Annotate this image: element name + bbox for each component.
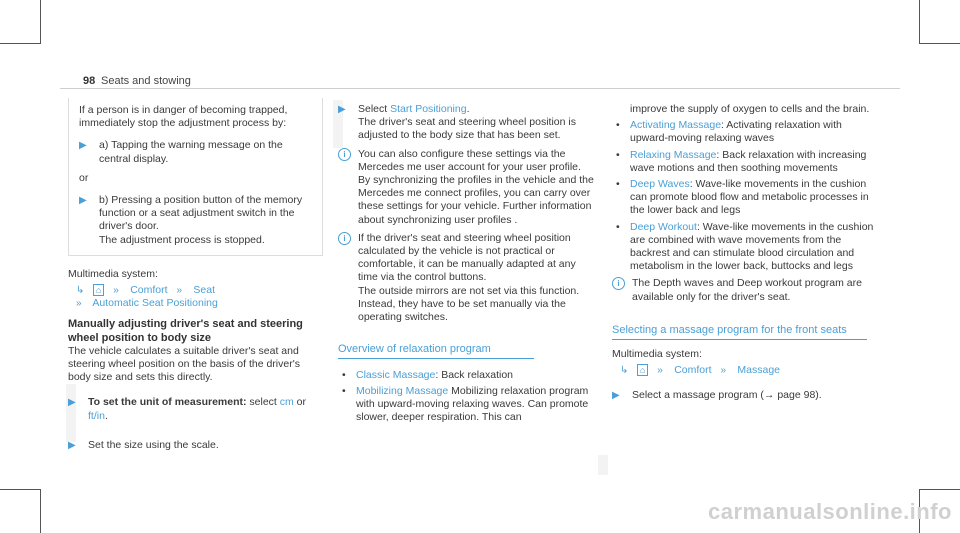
section-title: Seats and stowing (101, 75, 191, 87)
info-sync-text: You can also configure these settings via the Mercedes me user account for your user profile. By synchronizing the profiles in the vehicle and the Mercedes me connect profiles, you can carry over these settings for your vehicle. Further information about synchronizing user profiles . (358, 147, 594, 226)
multimedia-label-2: Multimedia system: (612, 348, 702, 361)
triangle-icon: ▶ (68, 397, 76, 409)
column-2 (338, 103, 596, 424)
double-chevron-icon: » (657, 365, 663, 377)
step-b-text: b) Pressing a position button of the memory function or a seat adjustment switch in the driver's door. (99, 194, 303, 233)
mobilizing-massage: Mobilizing Massage (356, 384, 449, 397)
path-auto-seat: Automatic Seat Positioning (92, 297, 218, 310)
multimedia-label: Multimedia system: (68, 267, 158, 280)
unit-bold: To set the unit of measurement: (88, 396, 247, 409)
crop-mark (40, 489, 41, 533)
unit-text: select (246, 396, 280, 409)
crop-mark (919, 0, 920, 44)
triangle-icon: ▶ (612, 390, 620, 402)
overview-heading: Overview of relaxation program (338, 343, 534, 359)
triangle-icon: ▶ (338, 104, 346, 115)
header-rule (60, 88, 900, 89)
unit-step (68, 396, 323, 422)
select-massage-step (612, 389, 874, 402)
path-massage: Massage (737, 364, 780, 377)
deep-workout-text: : Wave-like movements in the cushion are combined with wave movements from the backrest and can stimulate blood circulation and metabolism in the lower back, buttocks and legs (630, 220, 874, 273)
home-icon: ⌂ (637, 364, 648, 376)
bullet-deep-waves: • Deep Waves: Wave-like movements in the cushion can promote blood flow and metabolic processes in the lower back and legs (616, 178, 869, 217)
menu-path (68, 284, 323, 310)
classic-text: : Back relaxation (435, 369, 513, 382)
unit-or: or (293, 396, 307, 409)
watermark: carmanualsonline.info (708, 499, 952, 524)
double-chevron-icon: » (720, 365, 727, 377)
info-manual (338, 232, 596, 324)
set-size-text: Set the size using the scale. (88, 438, 219, 451)
bullet-relaxing: • Relaxing Massage: Back relaxation with increasing wave motions and then soothing movements (616, 148, 867, 174)
return-arrow-icon: ↳ (620, 365, 629, 377)
double-chevron-icon: » (113, 285, 119, 297)
overview-heading-wrap (338, 343, 596, 359)
step-b-note: The adjustment process is stopped. (99, 233, 265, 246)
relaxing-text: : Back relaxation with increasing wave motions and then soothing movements (630, 148, 867, 174)
bullet-activating: • Activating Massage: Activating relaxation with upward-moving relaxing waves (616, 119, 842, 145)
select-note: The driver's seat and steering wheel position is adjusted to the body size that has been set. (358, 116, 576, 142)
info-depth-text: The Depth waves and Deep workout program are available only for the driver's seat. (632, 277, 862, 303)
select-massage-text: Select a massage program ( (632, 389, 764, 402)
info-manual-text: If the driver's seat and steering wheel position calculated by the vehicle is not practical or comfortable, it can be manually adapted at any time via the control buttons. (358, 231, 576, 284)
continued-text: improve the supply of oxygen to cells and the brain. (630, 103, 870, 115)
box-intro: If a person is in danger of becoming trapped, immediately stop the adjustment process by: (79, 104, 288, 130)
menu-path-2 (612, 364, 874, 377)
select-end: . (466, 103, 470, 115)
triangle-icon: ▶ (68, 439, 76, 451)
info-icon: i (338, 148, 351, 161)
path-comfort: Comfort (130, 284, 168, 297)
select-heading-wrap (612, 324, 874, 340)
info-icon: i (338, 232, 351, 245)
step-a (79, 139, 314, 165)
bullet-deep-workout: • Deep Workout: Wave-like movements in the cushion are combined with wave movements from the backrest and can stimulate blood circulation and metabolism in the lower back, buttocks and legs (616, 220, 874, 273)
bullet-mobilizing: • Mobilizing Massage Mobilizing relaxation program with upward-moving relaxing waves. Can promote slower, deeper respiration. This can (342, 384, 589, 424)
triangle-icon: ▶ (79, 140, 87, 152)
crop-mark (0, 43, 40, 44)
deep-waves: Deep Waves (630, 178, 690, 191)
mobilizing-text: Mobilizing relaxation program with upward-moving relaxing waves. Can promote slower, deeper respiration. This can (356, 384, 589, 424)
double-chevron-icon: » (76, 298, 82, 310)
activating-massage: Activating Massage (630, 119, 722, 132)
info-depth (612, 277, 874, 303)
path-comfort-2: Comfort (674, 364, 712, 377)
page-ref-link[interactable]: → page 98 (763, 389, 816, 402)
unit-cm: cm (279, 396, 294, 409)
select-start-step (338, 103, 596, 143)
crop-mark (0, 489, 40, 490)
step-stripe (598, 455, 608, 475)
classic-massage: Classic Massage (356, 369, 436, 382)
relaxing-massage: Relaxing Massage (630, 148, 717, 161)
info-mirror-text: The outside mirrors are not set via this function. Instead, they have to be set manually via the operating switches. (358, 284, 580, 324)
start-positioning: Start Positioning (390, 103, 467, 115)
or-text: or (79, 171, 89, 184)
return-arrow-icon: ↳ (76, 285, 85, 297)
crop-mark (40, 0, 41, 44)
column-3 (612, 103, 874, 403)
double-chevron-icon: » (176, 285, 183, 297)
step-a-text: a) Tapping the warning message on the central display. (99, 139, 283, 165)
description: The vehicle calculates a suitable driver's seat and steering wheel position on the basis of the driver's body size and sets this directly. (68, 344, 300, 384)
path-seat: Seat (193, 284, 215, 297)
info-sync (338, 148, 596, 227)
select-heading: Selecting a massage program for the front seats (612, 324, 867, 340)
warning-box (68, 98, 323, 256)
crop-mark (920, 43, 960, 44)
deep-workout: Deep Workout (630, 220, 697, 233)
triangle-icon: ▶ (79, 195, 87, 207)
page-number: 98 (83, 75, 96, 87)
home-icon: ⌂ (93, 284, 104, 296)
unit-ftin: ft/in (88, 409, 105, 422)
activating-text: : Activating relaxation with upward-moving relaxing waves (630, 119, 842, 145)
info-icon: i (612, 277, 625, 290)
section-heading: Manually adjusting driver's seat and steering wheel position to body size (68, 318, 303, 344)
crop-mark (920, 489, 960, 490)
deep-waves-text: : Wave-like movements in the cushion can promote blood flow and metabolic processes in the lower back and legs (630, 178, 869, 217)
step-b (79, 194, 314, 247)
bullet-classic: • Classic Massage: Back relaxation (342, 369, 513, 382)
select-text: Select (358, 103, 391, 115)
column-1 (68, 98, 323, 452)
set-size-step (68, 439, 323, 452)
unit-end: . (104, 409, 108, 422)
select-massage-end: ). (815, 389, 822, 402)
